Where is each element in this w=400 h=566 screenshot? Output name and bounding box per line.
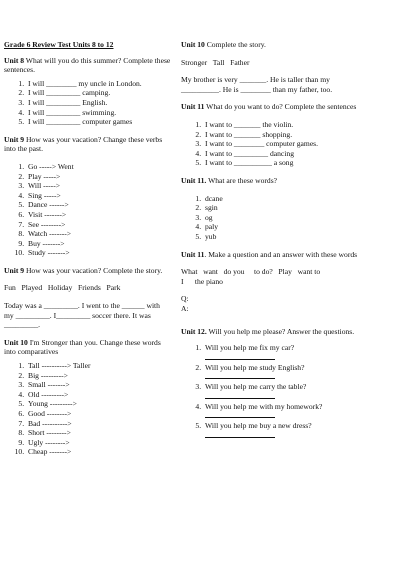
list-item: 4. I want to _________ dancing	[203, 149, 381, 159]
unit11-words-prompt: What are these words?	[206, 175, 278, 185]
unit8-section	[4, 56, 172, 127]
unit9-past-heading	[4, 135, 172, 154]
story-line: my _________. I_________ soccer there. It was	[4, 310, 151, 320]
unit11-want-heading	[181, 102, 381, 112]
unit11-question-heading	[181, 250, 381, 260]
unit11-want-prompt: What do you want to do? Complete the sentences	[204, 102, 357, 112]
unit9-past-prompt: How was your vacation? Change these verbs into the past.	[4, 134, 163, 154]
unit11-want-label: Unit 11	[181, 102, 205, 112]
unit9-story-section	[4, 266, 172, 330]
word-row: What want do you to do? Play want to	[181, 267, 321, 277]
unit11-question-section	[181, 250, 381, 314]
unit9-story-label: Unit 9	[4, 265, 25, 275]
unit10-comparatives-heading	[4, 338, 172, 357]
list-item: 9. Buy ------->	[26, 239, 172, 249]
list-item: 5. I want to __________ a song	[203, 158, 381, 168]
list-item: 4. paly	[203, 222, 381, 232]
unit11-words-heading	[181, 176, 381, 186]
list-item: 4. I will _________ swimming.	[26, 108, 172, 118]
list-item: 2. I will _________ camping.	[26, 88, 172, 98]
unit12-heading	[181, 327, 381, 337]
list-item: 4. Old --------->	[26, 390, 172, 400]
answer-line[interactable]	[205, 392, 275, 399]
unit10-comparatives-section	[4, 338, 172, 457]
list-item: 1. I want to _______ the violin.	[203, 120, 381, 130]
story-line: __________. He is ________ than my father, too.	[181, 84, 333, 94]
list-item: 3. Small ------->	[26, 380, 172, 390]
unit8-heading	[4, 56, 172, 75]
list-item: 3. I will _________ English.	[26, 98, 172, 108]
list-item: 1. Go -----> Went	[26, 162, 172, 172]
question-text: Will you help me fix my car?	[205, 343, 295, 353]
list-item	[203, 363, 381, 380]
list-item: 6. Good -------->	[26, 409, 172, 419]
list-item: 7. Bad ---------->	[26, 419, 172, 429]
story-line: _________.	[4, 320, 41, 330]
question-text: Will you help me with my homework?	[205, 401, 323, 411]
list-item: 8. Short -------->	[26, 428, 172, 438]
unit12-prompt: Will you help me please? Answer the questions.	[206, 327, 355, 337]
list-item: 8. Watch ------->	[26, 229, 172, 239]
unit10-story-section	[181, 40, 381, 94]
list-item: 10. Study ------->	[26, 248, 172, 258]
answer-line[interactable]	[205, 353, 275, 360]
unit10-story-heading	[181, 40, 381, 50]
right-column	[181, 40, 381, 446]
question-label: Q:	[181, 294, 189, 304]
story-line: My brother is very _______. He is taller than my	[181, 75, 330, 85]
unit12-section	[181, 327, 381, 438]
list-item: 2. I want to _______ shopping.	[203, 130, 381, 140]
unit11-words-section	[181, 176, 381, 242]
question-text: Will you help me study English?	[205, 362, 305, 372]
page-title: Grade 6 Review Test Units 8 to 12	[4, 40, 114, 49]
list-item: 4. Sing ----->	[26, 191, 172, 201]
list-item: 3. Will ----->	[26, 181, 172, 191]
unit9-story-heading	[4, 266, 172, 276]
list-item: 5. yub	[203, 232, 381, 242]
answer-line[interactable]	[205, 411, 275, 418]
list-item: 2. Play ----->	[26, 172, 172, 182]
unit10-comparatives-prompt: I'm Stronger than you. Change these words into comparatives	[4, 337, 161, 357]
unit11-words-label: Unit 11.	[181, 175, 207, 185]
unit11-want-list	[181, 120, 381, 168]
unit11-question-label: Unit 11	[181, 249, 205, 259]
unit10-story-label: Unit 10	[181, 40, 205, 49]
list-item: 9. Ugly -------->	[26, 438, 172, 448]
unit9-past-label: Unit 9	[4, 134, 25, 144]
list-item	[203, 382, 381, 399]
unit8-prompt: What will you do this summer? Complete these sentences.	[4, 55, 171, 75]
unit11-words-list	[181, 194, 381, 242]
list-item	[203, 421, 381, 438]
unit10-story-prompt: Complete the story.	[204, 40, 266, 49]
unit12-label: Unit 12.	[181, 327, 207, 337]
question-text: Will you help me buy a new dress?	[205, 421, 312, 431]
list-item: 3. I want to ________ computer games.	[203, 139, 381, 149]
unit11-question-prompt: . Make a question and an answer with these words	[204, 249, 358, 259]
list-item	[203, 343, 381, 360]
unit8-list	[4, 79, 172, 127]
list-item: 1. I will ________ my uncle in London.	[26, 79, 172, 89]
list-item: 1. dcane	[203, 194, 381, 204]
list-item: 6. Visit ------->	[26, 210, 172, 220]
unit8-label: Unit 8	[4, 55, 25, 65]
list-item: 7. See -------->	[26, 220, 172, 230]
list-item: 2. sgin	[203, 203, 381, 213]
list-item: 1. Tall ----------> Taller	[26, 361, 172, 371]
unit10-comparatives-list	[4, 361, 172, 457]
list-item: 10. Cheap ------->	[26, 447, 172, 457]
answer-label: A:	[181, 303, 189, 313]
list-item: 2. Big --------->	[26, 371, 172, 381]
list-item	[203, 402, 381, 419]
unit9-past-list	[4, 162, 172, 258]
story-line: Today was a _________. I went to the ______ with	[4, 301, 160, 311]
list-item: 5. Young --------->	[26, 399, 172, 409]
word-bank: Fun Played Holiday Friends Park	[4, 283, 121, 293]
word-row: I the piano	[181, 276, 223, 286]
left-column	[4, 40, 172, 465]
unit9-past-section	[4, 135, 172, 258]
unit10-comparatives-label: Unit 10	[4, 337, 28, 347]
unit12-list	[181, 343, 381, 438]
list-item: 3. og	[203, 213, 381, 223]
unit11-want-section	[181, 102, 381, 168]
question-text: Will you help me carry the table?	[205, 382, 307, 392]
answer-line[interactable]	[205, 431, 275, 438]
list-item: 5. I will _________ computer games	[26, 117, 172, 127]
answer-line[interactable]	[205, 372, 275, 379]
word-bank: Stronger Tall Father	[181, 57, 250, 67]
list-item: 5. Dance ------>	[26, 200, 172, 210]
unit9-story-prompt: How was your vacation? Complete the story.	[24, 265, 163, 275]
